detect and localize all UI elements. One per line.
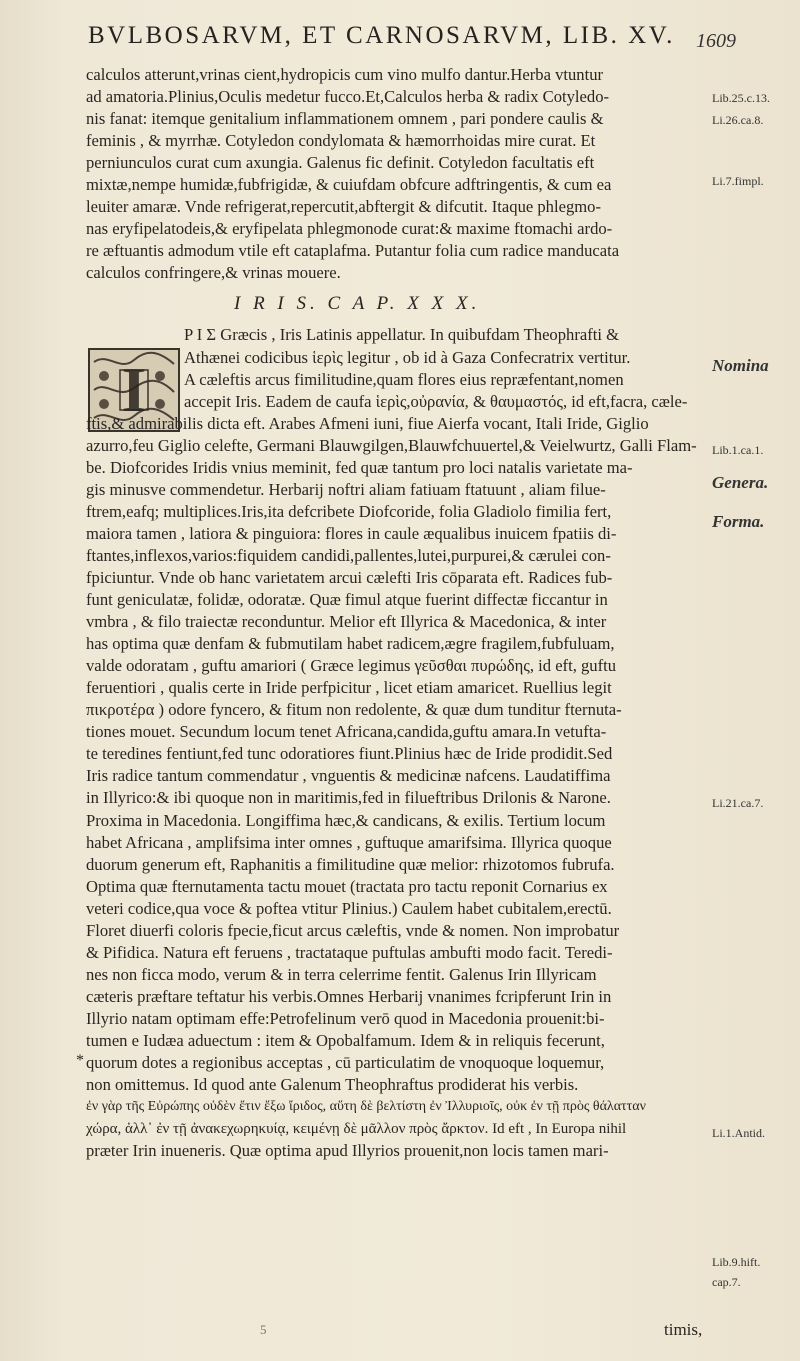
text-line: & Pifidica. Natura eft feruens , tractataque puftulas ambufti modo facit. Teredi- (86, 942, 613, 962)
text-line: P I Σ Græcis , Iris Latinis appellatur. In quibufdam Theophrafti & (184, 325, 620, 345)
text-line: valde odoratam , guftu amariori ( Græce legimus γεῦσθαι πυρώδης, id eft, guftu (86, 656, 617, 676)
text-line: habet Africana , amplifsima inter omnes , guftuque amarifsima. Illyrica quoque (86, 832, 612, 852)
text-line: feminis , & myrrhæ. Cotyledon condylomata & hæmorrhoidas mire curat. Et (86, 131, 596, 151)
margin-note: cap.7. (712, 1275, 741, 1289)
text-line: nis fanat: itemque genitalium inflammationem omnem , pari pondere caulis & (86, 109, 604, 129)
initial-letter: I (121, 354, 147, 425)
text-line: te teredines fentiunt,fed tunc odoratiores fiunt.Plinius hæc de Iride prodidit.Sed (86, 744, 613, 764)
gathering-mark: 5 (260, 1322, 267, 1337)
text-line: re æftuantis admodum vtile eft cataplafma. Putantur folia cum radice manducata (86, 241, 620, 261)
text-line: præter Irin inueneris. Quæ optima apud Illyrios prouenit,non locis tamen mari- (86, 1141, 609, 1161)
text-line: tumen e Iudæa aduectum : item & Opobalfamum. Idem & in reliquis fecerunt, (86, 1030, 605, 1050)
margin-note: Li.7.fimpl. (712, 174, 764, 188)
catchword: timis, (664, 1320, 703, 1339)
asterisk-mark: * (76, 1052, 84, 1069)
text-line: fpiciuntur. Vnde ob hanc varietatem arcui cælefti Iris cōparata eft. Radices fub- (86, 567, 613, 587)
margin-note: Li.26.ca.8. (712, 113, 764, 127)
text-line: azurro,feu Giglio celefte, Germani Blauwgilgen,Blauwfchuuertel,& Veielwurtz, Galli Flam- (86, 435, 697, 455)
margin-note: Lib.1.ca.1. (712, 443, 764, 457)
text-line: quorum dotes a regionibus acceptas , cū particulatim de vnoquoque loquemur, (86, 1053, 605, 1073)
section-cotyledon (86, 64, 704, 284)
greek-text-line: χώρα, ἀλλ᾽ ἐν τῇ ἀνακεχωρηκυίᾳ, κειμένῃ δὲ μᾶλλον πρὸς ἄρκτον. Id eft , In Europa nihil (86, 1121, 627, 1138)
text-line: calculos atterunt,vrinas cient,hydropicis cum vino mulfo dantur.Herba vtuntur (86, 65, 604, 84)
margin-note: Lib.25.c.13. (712, 91, 770, 105)
text-line: maiora tamen , latiora & pinguiora: flores in caule æqualibus inuicem fpatiis di- (86, 523, 617, 543)
text-line: vmbra , & filo traiectæ reconduntur. Melior eft Illyrica & Macedonica, & inter (86, 612, 607, 632)
greek-text-line: ἐν γὰρ τῆς Εὐρώπης οὐδὲν ἔτιν ἔξω ἴριδος, αὕτη δὲ βελτίστη ἐν Ἰλλυριοῖς, οὐκ ἐν τῇ πρὸς θάλατταν (86, 1099, 646, 1115)
text-line: gis minusve commendetur. Herbarij noftri aliam fatiuam ftatuunt , aliam filue- (86, 479, 606, 499)
text-line: be. Diofcorides Iridis vnius meminit, fed quæ tantum pro loci natalis varietate ma- (86, 457, 633, 477)
text-line: ad amatoria.Plinius,Oculis medetur fucco.Et,Calculos herba & radix Cotyledo- (86, 87, 610, 107)
text-line: cæteris præftare teftatur his verbis.Omnes Herbarij vnanimes fcripferunt Irin in (86, 986, 612, 1006)
text-line: Optima quæ fternutamenta tactu mouet (tractata pro tactu reponit Cornarius ex (86, 876, 608, 896)
chapter-title: I R I S. C A P. X X X. (234, 293, 481, 315)
text-line: non omittemus. Id quod ante Galenum Theophraftus prodiderat his verbis. (86, 1075, 579, 1095)
text-line: nas eryfipelatodeis,& eryfipelata phlegmonode curat:& maxime ftomachi ardo- (86, 219, 613, 239)
text-line: duorum generum eft, Raphanitis a fimilitudine quæ melior: rhizotomos fubrufa. (86, 854, 615, 874)
text-line: accepit Iris. Eadem de caufa ἱερὶς,οὐρανία, & θαυμαστός, id eft,facra, cæle- (184, 391, 688, 411)
margin-note: Forma. (712, 512, 765, 531)
margin-note: Li.1.Antid. (712, 1126, 765, 1140)
text-line: leuiter amaræ. Vnde refrigerat,repercutit,abftergit & difcutit. Itaque phlegmo- (86, 197, 601, 217)
section-iris (86, 324, 704, 1162)
text-line: feruentiori , qualis certe in Iride perfpicitur , licet etiam amaricet. Ruellius legit (86, 678, 612, 698)
text-line: A cæleftis arcus fimilitudine,quam flores eius repræfentant,nomen (184, 369, 624, 389)
text-line: Iris radice tantum commendatur , vnguentis & medicinæ nafcens. Laudatiffima (86, 766, 611, 786)
text-line: calculos confringere,& vrinas mouere. (86, 263, 341, 283)
text-line: ftrem,eafq; multiplices.Iris,ita defcribete Diofcoride, folia Gladiolo fimilia fert, (86, 501, 612, 521)
main-text-block (86, 64, 704, 1162)
text-line: πικροτέρα ) odore fyncero, & fitum non redolente, & quæ dum tunditur fternuta- (86, 700, 622, 720)
text-line: Illyrio natam optimam effe:Petrofelinum verō quod in Macedonia prouenit:bi- (86, 1008, 605, 1028)
text-line: has optima quæ denfam & fubmutilam habet radicem,ægre fragilem,fubfuluam, (86, 634, 615, 654)
text-line: Floret diuerfi coloris fpecie,ficut arcus cæleftis, vnde & nomen. Non improbatur (86, 920, 620, 940)
margin-note: Genera. (712, 473, 769, 492)
margin-note: Lib.9.hift. (712, 1255, 761, 1269)
text-line: Proxima in Macedonia. Longiffima hæc,& candicans, & exilis. Tertium locum (86, 810, 606, 830)
text-line: ftis,& admirabilis dicta eft. Arabes Afmeni iuni, fiue Aierfa vocant, Itali Iride, Giglio (86, 413, 649, 433)
text-line: funt geniculatæ, folidæ, odoratæ. Quæ fimul atque fuerint diffectæ ficcantur in (86, 590, 608, 610)
margin-note: Li.21.ca.7. (712, 796, 764, 810)
text-line: perniunculos curat cum axungia. Galenus fic definit. Cotyledon facultatis eft (86, 153, 595, 173)
margin-note: Nomina (712, 356, 769, 375)
text-line: mixtæ,nempe humidæ,fubfrigidæ, & cuiufdam obfcure adftringentis, & cum ea (86, 175, 612, 195)
text-line: veteri codice,qua voce & poftea vtitur Plinius.) Caulem habet cubitalem,erectū. (86, 898, 612, 918)
running-head: BVLBOSARVM, ET CARNOSARVM, LIB. XV. (88, 22, 675, 49)
text-line: Athænei codicibus ἱερὶς legitur , ob id à Gaza Confecratrix vertitur. (184, 347, 631, 367)
page-number: 1609 (696, 30, 736, 52)
text-line: in Illyrico:& ibi quoque non in maritimis,fed in filueftribus Drilonis & Narone. (86, 788, 611, 808)
text-line: tiones mouet. Secundum locum tenet Africana,candida,guftu amara.In vetufta- (86, 722, 607, 742)
text-line: ftantes,inflexos,varios:fiquidem candidi,pallentes,lutei,purpurei,& cærulei con- (86, 545, 611, 565)
text-line: nes non ficca modo, verum & in terra celerrime fentit. Galenus Irin Illyricam (86, 964, 597, 984)
